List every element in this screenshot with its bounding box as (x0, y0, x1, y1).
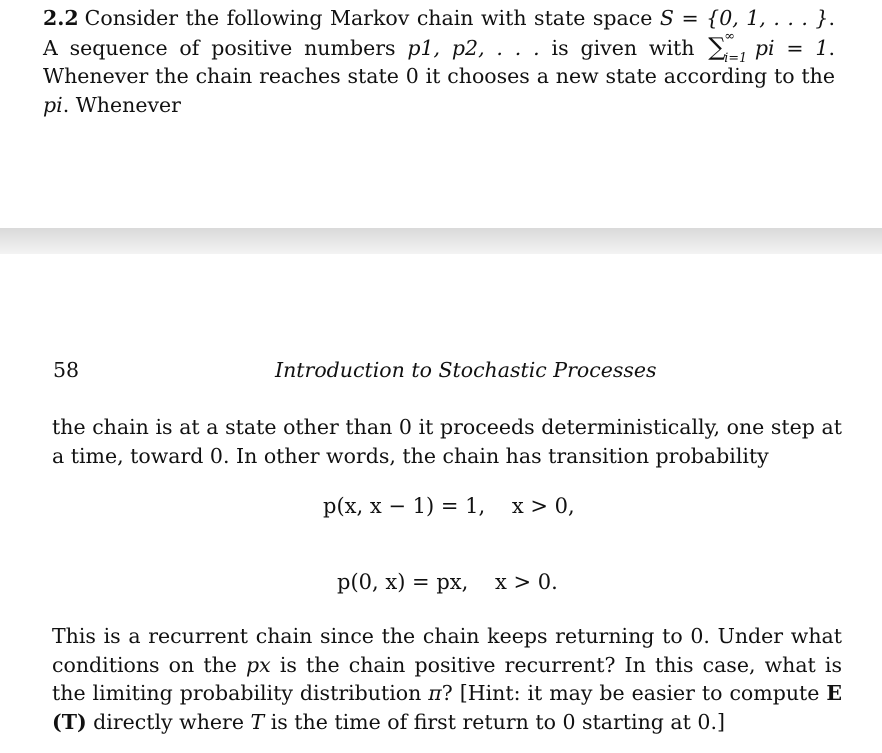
closing-d: directly where (86, 709, 251, 734)
px-math: px (246, 652, 271, 677)
closing-a: This is a recurrent chain since the chain keeps returning to 0. Under what conditions on the (52, 624, 842, 677)
equation-transition-down: p(x, x − 1) = 1, x > 0, (323, 494, 575, 518)
intro-d: . Whenever the chain reaches state 0 it chooses a new state according to the (43, 35, 835, 88)
page-number: 58 (53, 358, 80, 382)
problem-number: 2.2 (43, 6, 79, 30)
T-math: T (250, 709, 265, 734)
expectation-math: E (T) (52, 681, 843, 734)
sequence-math: p1, p2, . . . (407, 35, 540, 60)
running-head: Introduction to Stochastic Processes (275, 358, 657, 382)
closing-e: is the time of first return to 0 starting at 0.] (264, 709, 725, 734)
intro-a: Consider the following Markov chain with state space (84, 6, 660, 30)
intro-c: is given with (539, 35, 707, 60)
intro-b: . A sequence of positive numbers (43, 6, 835, 60)
continuation-text: the chain is at a state other than 0 it proceeds deterministically, one step at a time, toward 0. In other words, the chain has transition probability (52, 415, 842, 468)
page-separator (0, 228, 882, 254)
top-page (0, 0, 882, 228)
closing-b: is the chain positive recurrent? In this case, what is the limiting probability distribution (52, 652, 842, 705)
pi-symbol: π (428, 681, 442, 705)
pi-math: pi (43, 92, 63, 117)
sum-upper-limit: ∞ (724, 27, 735, 43)
closing-text (52, 622, 842, 736)
equation-transition-from-zero: p(0, x) = px, x > 0. (337, 570, 558, 594)
problem-2-2-text (43, 4, 835, 119)
sum-lower-limit: i=1 (724, 49, 748, 65)
intro-e: . Whenever (62, 92, 181, 117)
state-space-math: S = {0, 1, . . . } (659, 6, 829, 30)
sum-term-math: pi = 1 (754, 35, 829, 60)
bottom-page (0, 254, 882, 753)
summation: ∑ ∞ i=1 (708, 33, 752, 63)
closing-c: ? [Hint: it may be easier to compute (441, 681, 827, 705)
